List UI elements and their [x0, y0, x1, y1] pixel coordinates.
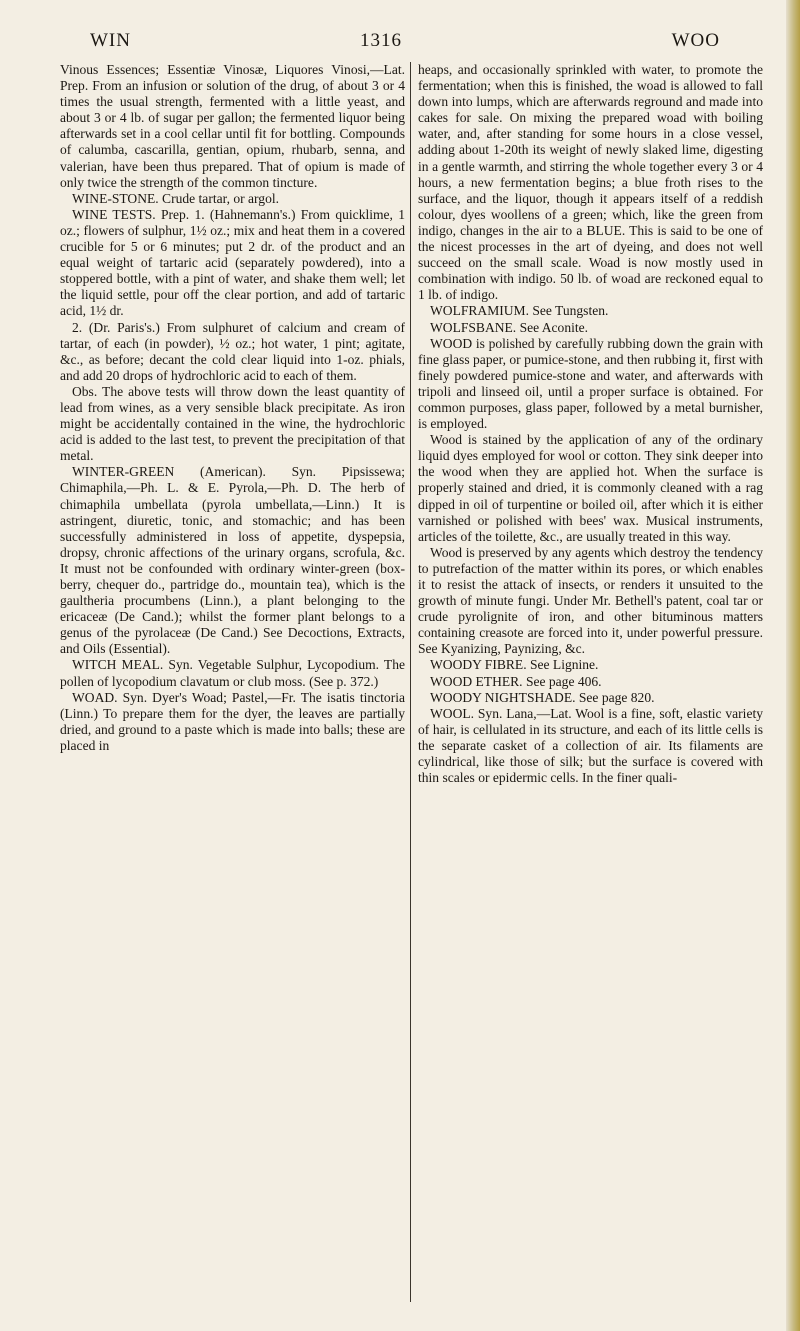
- running-header: [60, 30, 740, 56]
- header-right-word: WOO: [671, 30, 720, 51]
- paragraph-wood-stained: Wood is stained by the application of any of the ordinary liquid dyes employed for wool or cotton. They sink deeper into the wood when they are applied hot. When the surface is properly stained and dried, it is commonly cleaned with a rag dipped in oil of turpentine or boiled oil, after which it is either varnished or polished with bees' wax. Musical instruments, articles of the toilette, &c., are usually treated in this way.: [418, 432, 763, 544]
- paragraph-witch-meal: WITCH MEAL. Syn. Vegetable Sulphur, Lycopodium. The pollen of lycopodium clavatum or club moss. (See p. 372.): [60, 657, 405, 689]
- left-column: [60, 62, 405, 754]
- paragraph-woody-fibre: WOODY FIBRE. See Lignine.: [430, 657, 599, 673]
- column-divider: [410, 62, 411, 1302]
- paragraph-wood-polished: WOOD is polished by carefully rubbing down the grain with fine glass paper, or pumice-stone, and then rubbing it, first with finely powdered pumice-stone and water, and afterwards with tripoli and linseed oil, until a proper surface is obtained. For common purposes, glass paper, followed by a metal burnisher, is employed.: [418, 335, 763, 432]
- paragraph-woad: WOAD. Syn. Dyer's Woad; Pastel,—Fr. The isatis tinctoria (Linn.) To prepare them for the dyer, the leaves are partially dried, and ground to a paste which is made into balls; these are placed in: [60, 689, 405, 753]
- paragraph-wool: WOOL. Syn. Lana,—Lat. Wool is a fine, soft, elastic variety of hair, is cellulated in its structure, and each of its little cells is the separate casket of a collection of air. Its filaments are cylindrical, like those of silk; but the surface is covered with thin scales or epidermic cells. In the finer quali-: [418, 705, 763, 786]
- paragraph-winter-green: WINTER-GREEN (American). Syn. Pipsissewa; Chimaphila,—Ph. L. & E. Pyrola,—Ph. D. The herb of chimaphila umbellata (pyrola umbellata,—Linn.) It is astringent, diuretic, tonic, and stomachic; and has been successfully administered in loss of appetite, dyspepsia, dropsy, chronic affections of the urinary organs, scrofula, &c. It must not be confounded with ordinary winter-green (box-berry, chequer do., partridge do., mountain tea), which is the gaultheria procumbens (Linn.), a plant belonging to the ericaceæ (De Cand.); whilst the former plant belongs to a genus of the pyrolaceæ (De Cand.) See Decoctions, Extracts, and Oils (Essential).: [60, 464, 405, 657]
- paragraph-wolframium: WOLFRAMIUM. See Tungsten.: [430, 303, 609, 319]
- paragraph-woad-continued: heaps, and occasionally sprinkled with water, to promote the fermentation; when this is finished, the woad is allowed to fall down into lumps, which are afterwards reground and made into cakes for sale. On mixing the prepared woad with boiling water, and, after standing for some hours in a close vessel, adding about 1-20th its weight of newly slaked lime, digesting in a gentle warmth, and stirring the whole together every 3 or 4 hours, a new fermentation begins; a blue froth rises to the surface, and the liquor, though it appears itself of a reddish colour, dyes woollens of a green; which, like the green from indigo, changes in the air to a BLUE. This is said to be one of the nicest processes in the art of dyeing, and does not well succeed on the small scale. Woad is now mostly used in combination with indigo. 50 lb. of woad are reckoned equal to 1 lb. of indigo.: [418, 62, 763, 303]
- page-number: 1316: [360, 30, 402, 51]
- paragraph-wood-ether: WOOD ETHER. See page 406.: [430, 673, 602, 689]
- paragraph-woody-nightshade: WOODY NIGHTSHADE. See page 820.: [430, 689, 655, 705]
- paragraph-wood-preserved: Wood is preserved by any agents which destroy the tendency to putrefaction of the matter within its pores, or which enables it to resist the attack of insects, or renders it unsuited to the growth of minute fungi. Under Mr. Bethell's patent, coal tar or crude pyrolignite of iron, and other bituminous matters containing creasote are forced into it, under powerful pressure. See Kyanizing, Paynizing, &c.: [418, 544, 763, 657]
- paragraph-wine-tests: WINE TESTS. Prep. 1. (Hahnemann's.) From quicklime, 1 oz.; flowers of sulphur, 1½ oz.; mix and heat them in a covered crucible for 5 or 6 minutes; put 2 dr. of the product and an equal weight of tartaric acid (separately powdered), into a stoppered bottle, with a pint of water, and shake them well; let the liquid settle, pour off the clear portion, and add of tartaric acid, 1½ dr.: [60, 206, 405, 319]
- paragraph-vinous-essences: Vinous Essences; Essentiæ Vinosæ, Liquores Vinosi,—Lat. Prep. From an infusion or solution of the drug, of about 3 or 4 times the usual strength, fermented with a little yeast, and about 3 or 4 lb. of sugar per gallon; the fermented liquor being afterwards set in a cool cellar until fit for bottling. Compounds of calumba, cascarilla, gentian, opium, rhubarb, senna, and valerian, have been thus prepared. That of opium is made of only twice the strength of the common tincture.: [60, 62, 405, 190]
- paragraph-wine-tests-obs: Obs. The above tests will throw down the least quantity of lead from wines, as a very sensible black precipitate. As iron might be accidentally contained in the wine, the hydrochloric acid is added to the last test, to prevent the precipitation of that metal.: [60, 383, 405, 464]
- paragraph-wine-stone: WINE-STONE. Crude tartar, or argol.: [72, 190, 279, 206]
- paragraph-wolfsbane: WOLFSBANE. See Aconite.: [430, 319, 589, 335]
- right-column: [418, 62, 763, 786]
- header-left-word: WIN: [90, 30, 131, 51]
- paragraph-wine-tests-2: 2. (Dr. Paris's.) From sulphuret of calcium and cream of tartar, of each (in powder), ½ oz.; hot water, 1 pint; agitate, &c., as before; decant the cold clear liquid into 1-oz. phials, and add 20 drops of hydrochloric acid to each of them.: [60, 319, 405, 383]
- page-edge: [786, 0, 800, 1331]
